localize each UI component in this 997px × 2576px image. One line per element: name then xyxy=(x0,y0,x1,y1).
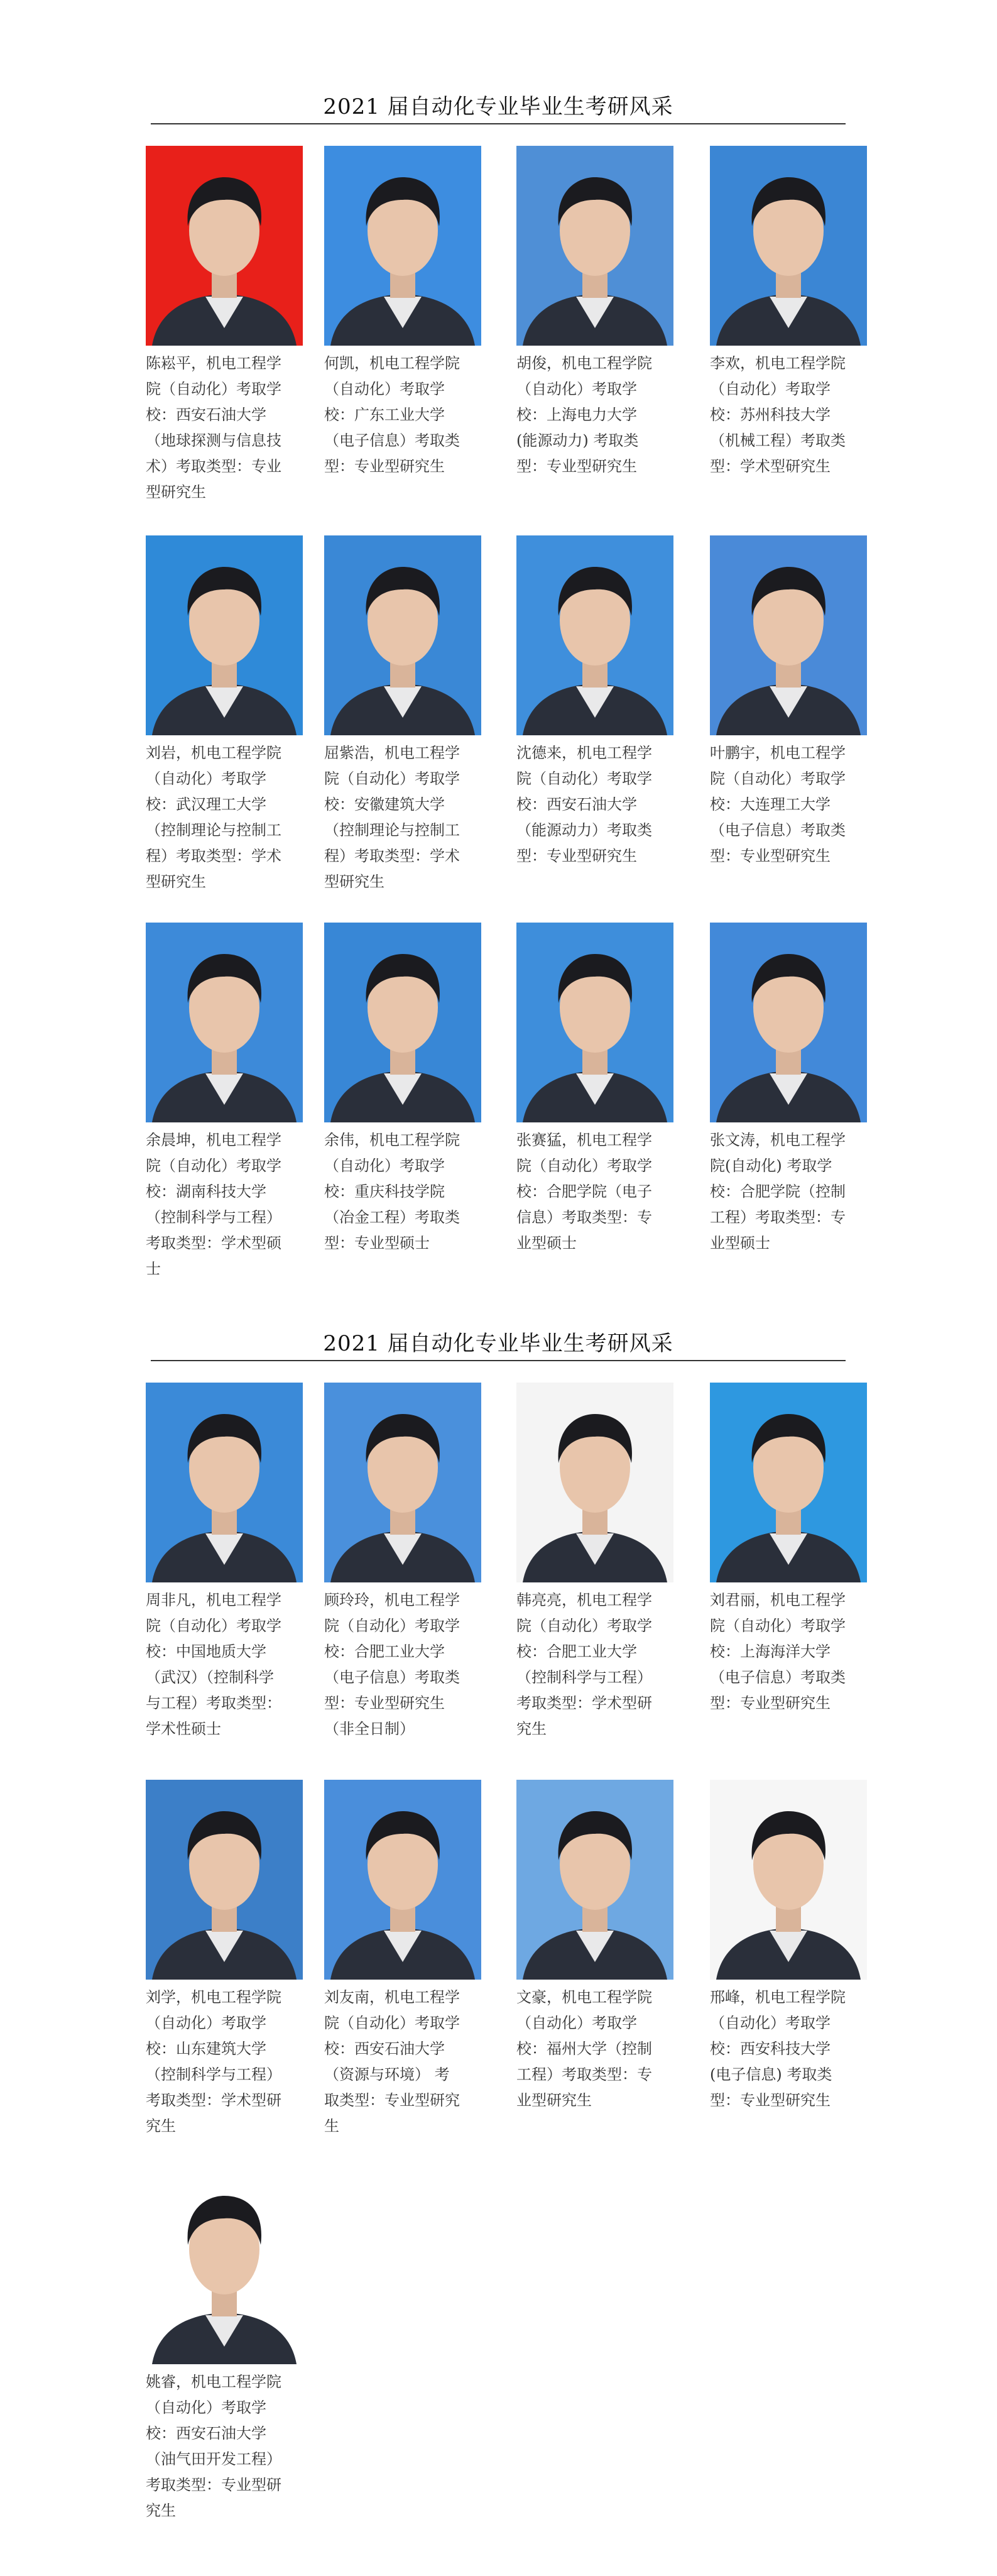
student-photo xyxy=(710,923,867,1122)
student-caption: 张赛猛，机电工程学院（自动化）考取学校：合肥学院（电子信息）考取类型：专业型硕士 xyxy=(516,1131,652,1252)
student-caption: 刘学，机电工程学院（自动化）考取学校：山东建筑大学（控制科学与工程）考取类型：学术型研究生 xyxy=(146,1988,281,2135)
student-caption: 邢峰，机电工程学院（自动化）考取学校：西安科技大学(电子信息) 考取类型：专业型研究生 xyxy=(710,1988,846,2109)
student-caption: 余伟，机电工程学院（自动化）考取学校：重庆科技学院（冶金工程）考取类型：专业型硕士 xyxy=(324,1131,460,1252)
student-caption: 周非凡，机电工程学院（自动化）考取学校：中国地质大学（武汉）（控制科学与工程）考取类型：学术性硕士 xyxy=(146,1591,281,1738)
student-photo xyxy=(710,535,867,735)
student-caption: 姚睿，机电工程学院（自动化）考取学校：西安石油大学（油气田开发工程）考取类型：专业型研究生 xyxy=(146,2373,281,2519)
student-photo xyxy=(324,923,481,1122)
student-caption: 顾玲玲，机电工程学院（自动化）考取学校：合肥工业大学（电子信息）考取类型：专业型研究生（非全日制） xyxy=(324,1591,460,1738)
student-card xyxy=(710,535,867,869)
section-2-rule xyxy=(151,1360,846,1361)
student-photo xyxy=(324,535,481,735)
student-card xyxy=(146,923,303,1282)
student-photo xyxy=(146,1780,303,1980)
student-caption: 张文涛，机电工程学院(自动化) 考取学校：合肥学院（控制工程）考取类型：专业型硕士 xyxy=(710,1131,846,1252)
student-card xyxy=(146,2164,303,2524)
student-photo xyxy=(146,2164,303,2364)
student-caption: 叶鹏宇，机电工程学院（自动化）考取学校：大连理工大学（电子信息）考取类型：专业型研究生 xyxy=(710,744,846,865)
student-caption: 刘君丽，机电工程学院（自动化）考取学校：上海海洋大学（电子信息）考取类型：专业型研究生 xyxy=(710,1591,846,1712)
student-photo xyxy=(516,1780,673,1980)
student-card xyxy=(710,1383,867,1716)
student-caption: 陈崧平，机电工程学院（自动化）考取学校：西安石油大学（地球探测与信息技术）考取类型：专业型研究生 xyxy=(146,354,281,501)
student-caption: 何凯，机电工程学院（自动化）考取学校：广东工业大学（电子信息）考取类型：专业型研究生 xyxy=(324,354,460,475)
student-card xyxy=(516,1383,673,1742)
student-photo xyxy=(146,923,303,1122)
student-caption: 刘友南，机电工程学院（自动化）考取学校：西安石油大学（资源与环境） 考取类型：专业型研究生 xyxy=(324,1988,460,2135)
student-card xyxy=(146,535,303,895)
student-photo xyxy=(324,1780,481,1980)
student-caption: 屈紫浩，机电工程学院（自动化）考取学校：安徽建筑大学（控制理论与控制工程）考取类型：学术型研究生 xyxy=(324,744,460,891)
section-1-title: 2021 届自动化专业毕业生考研风采 xyxy=(323,94,673,119)
student-card xyxy=(324,1383,481,1742)
student-card xyxy=(324,535,481,895)
student-card xyxy=(146,146,303,505)
student-photo xyxy=(516,535,673,735)
student-photo xyxy=(710,1780,867,1980)
student-card xyxy=(516,1780,673,2113)
student-caption: 刘岩，机电工程学院（自动化）考取学校：武汉理工大学（控制理论与控制工程）考取类型：学术型研究生 xyxy=(146,744,281,891)
student-photo xyxy=(146,1383,303,1582)
student-card xyxy=(146,1383,303,1742)
student-card xyxy=(324,146,481,480)
student-photo xyxy=(324,1383,481,1582)
student-photo xyxy=(324,146,481,346)
student-photo xyxy=(516,1383,673,1582)
student-photo xyxy=(710,1383,867,1582)
student-card xyxy=(324,923,481,1256)
student-caption: 沈德来，机电工程学院（自动化）考取学校：西安石油大学（能源动力）考取类型：专业型研究生 xyxy=(516,744,652,865)
student-photo xyxy=(710,146,867,346)
student-caption: 胡俊，机电工程学院（自动化）考取学校：上海电力大学(能源动力) 考取类型：专业型研究生 xyxy=(516,354,652,475)
student-caption: 韩亮亮，机电工程学院（自动化）考取学校：合肥工业大学（控制科学与工程）考取类型：学术型研究生 xyxy=(516,1591,652,1738)
student-photo xyxy=(516,923,673,1122)
student-photo xyxy=(146,535,303,735)
student-caption: 文豪，机电工程学院（自动化）考取学校：福州大学（控制工程）考取类型：专业型研究生 xyxy=(516,1988,652,2109)
student-card xyxy=(146,1780,303,2139)
student-caption: 余晨坤，机电工程学院（自动化）考取学校：湖南科技大学（控制科学与工程）考取类型：学术型硕士 xyxy=(146,1131,281,1278)
student-card xyxy=(324,1780,481,2139)
student-card xyxy=(516,146,673,480)
student-photo xyxy=(516,146,673,346)
student-card xyxy=(710,923,867,1256)
student-card xyxy=(516,923,673,1256)
section-1-rule xyxy=(151,123,846,124)
student-card xyxy=(710,1780,867,2113)
section-2-title: 2021 届自动化专业毕业生考研风采 xyxy=(323,1331,673,1356)
student-photo xyxy=(146,146,303,346)
student-caption: 李欢，机电工程学院（自动化）考取学校：苏州科技大学（机械工程）考取类型：学术型研究生 xyxy=(710,354,846,475)
student-card xyxy=(516,535,673,869)
student-card xyxy=(710,146,867,480)
